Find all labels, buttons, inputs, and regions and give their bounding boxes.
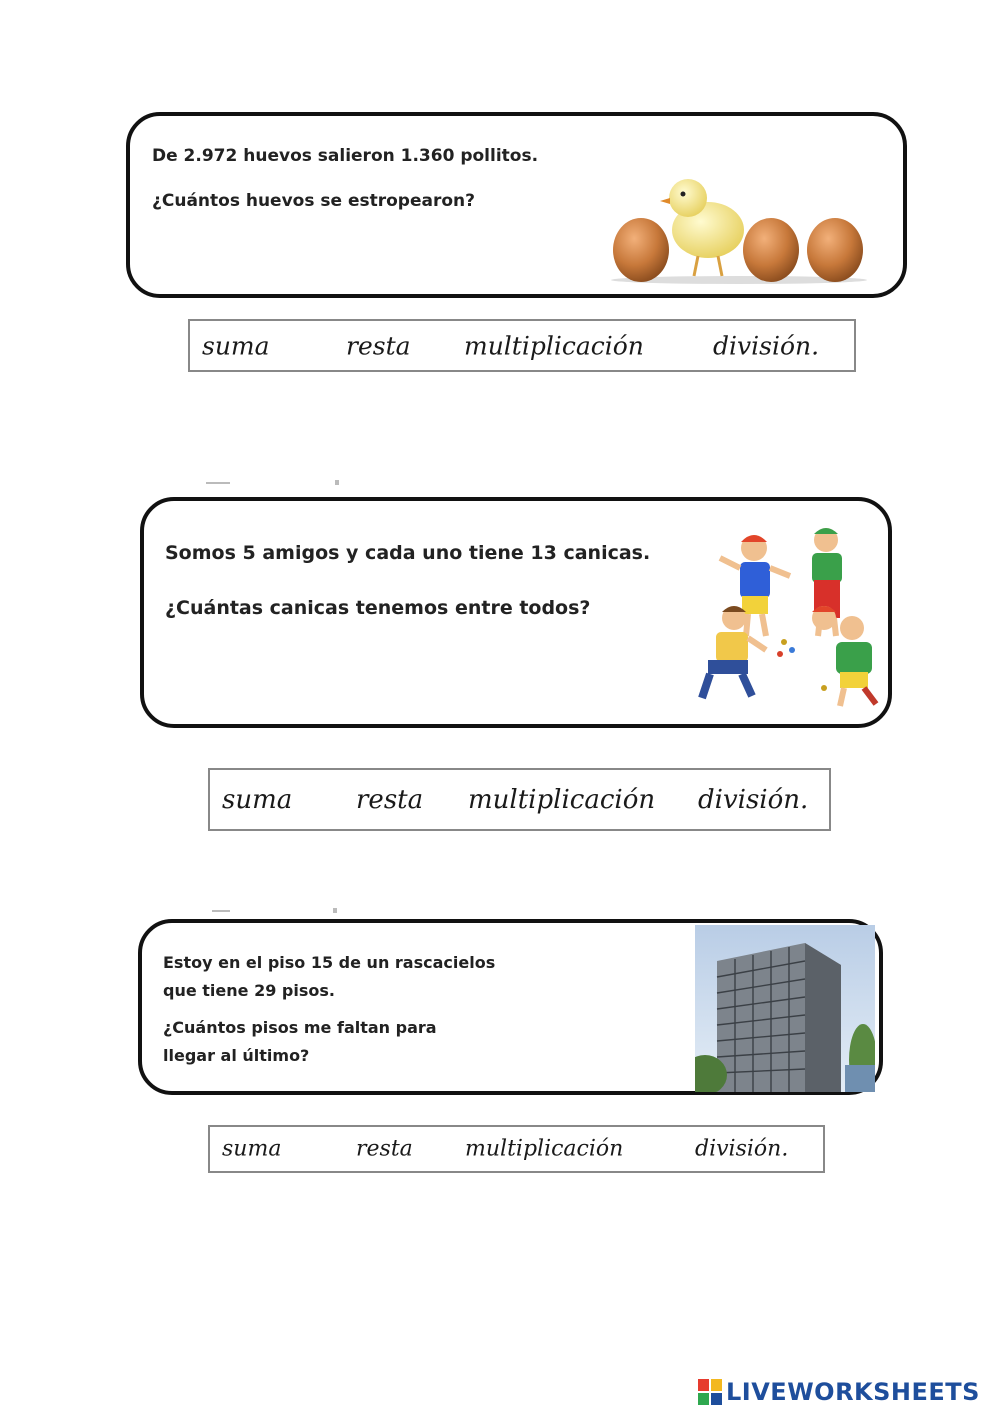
kid-icon: [812, 606, 876, 706]
marble-icon: [821, 685, 827, 691]
eggs-chick-illustration: [608, 172, 870, 284]
option-division[interactable]: división.: [698, 784, 809, 815]
marble-icon: [789, 647, 795, 653]
problem-1-question: ¿Cuántos huevos se estropearon?: [152, 191, 475, 211]
option-multiplicacion[interactable]: multiplicación: [465, 1136, 624, 1162]
problem-2-question: ¿Cuántas canicas tenemos entre todos?: [165, 597, 591, 619]
option-suma[interactable]: suma: [222, 784, 293, 815]
problem-3-question-line1: ¿Cuántos pisos me faltan para: [163, 1018, 437, 1037]
problem-1-statement: De 2.972 huevos salieron 1.360 pollitos.: [152, 146, 539, 166]
operation-options-1: [188, 319, 856, 372]
egg-icon: [807, 218, 863, 282]
option-suma[interactable]: suma: [222, 1136, 282, 1162]
egg-icon: [743, 218, 799, 282]
marble-icon: [777, 651, 783, 657]
operation-options-3: [208, 1125, 825, 1173]
skyscraper-photo: [695, 925, 875, 1092]
option-division[interactable]: división.: [713, 331, 820, 360]
faint-mark: [212, 910, 230, 912]
faint-mark: [333, 908, 337, 913]
problem-3-statement-line2: que tiene 29 pisos.: [163, 981, 335, 1000]
kids-playing-marbles-illustration: [694, 520, 884, 720]
operation-options-2: [208, 768, 831, 831]
brand-name: LIVEWORKSHEETS: [726, 1378, 980, 1406]
option-suma[interactable]: suma: [202, 331, 270, 360]
problem-2-statement: Somos 5 amigos y cada uno tiene 13 canicas.: [165, 542, 651, 564]
marble-icon: [781, 639, 787, 645]
chick-icon: [660, 179, 744, 276]
egg-icon: [613, 218, 669, 282]
option-division[interactable]: división.: [695, 1136, 789, 1162]
problem-3-statement-line1: Estoy en el piso 15 de un rascacielos: [163, 953, 496, 972]
problem-3-question-line2: llegar al último?: [163, 1046, 310, 1065]
option-resta[interactable]: resta: [346, 331, 411, 360]
faint-mark: [335, 480, 339, 485]
kid-icon: [702, 606, 766, 698]
option-resta[interactable]: resta: [356, 1136, 413, 1162]
option-multiplicacion[interactable]: multiplicación: [468, 784, 656, 815]
liveworksheets-brand: [698, 1378, 980, 1406]
option-resta[interactable]: resta: [356, 784, 424, 815]
faint-mark: [206, 482, 230, 484]
option-multiplicacion[interactable]: multiplicación: [464, 331, 644, 360]
liveworksheets-logo-icon: [698, 1379, 722, 1405]
